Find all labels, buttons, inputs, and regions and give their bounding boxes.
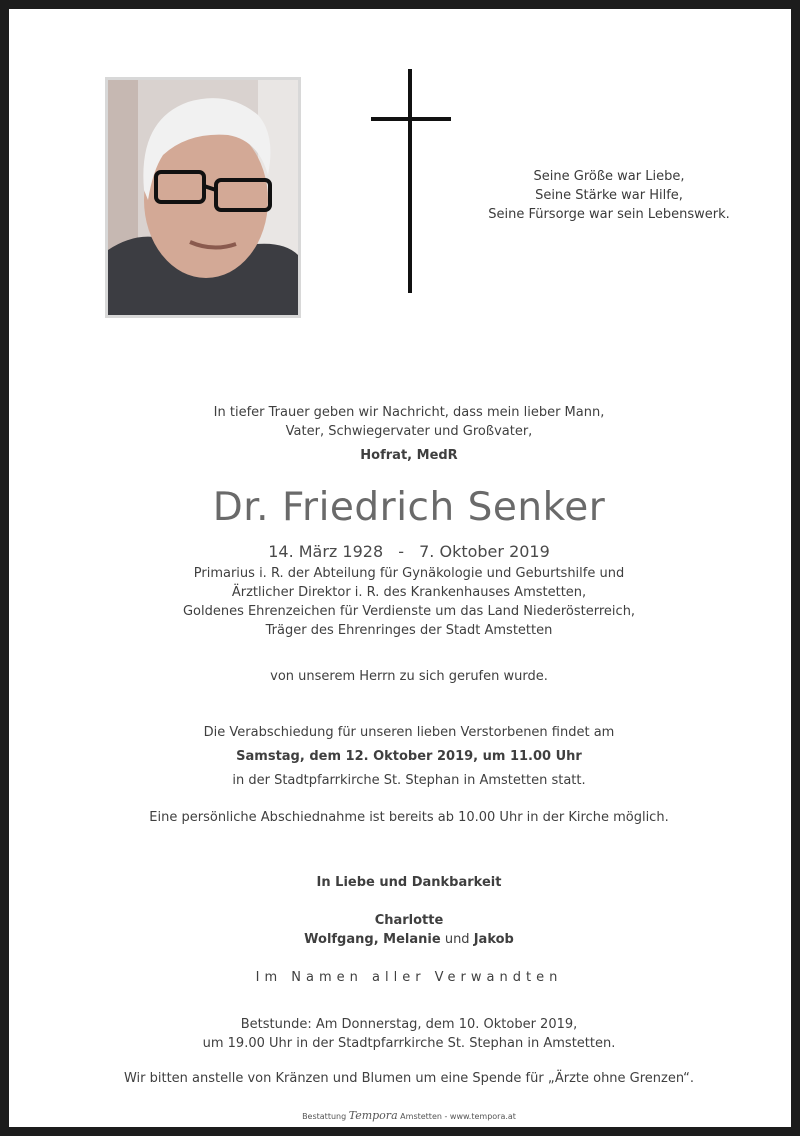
family-member: Wolfgang, Melanie bbox=[304, 932, 441, 947]
footer-prefix: Bestattung bbox=[302, 1112, 347, 1121]
quote-line: Seine Stärke war Hilfe, bbox=[535, 188, 683, 203]
prayer-line: Betstunde: Am Donnerstag, dem 10. Oktober 2019, bbox=[240, 1017, 578, 1032]
undertaker-logo: Tempora bbox=[348, 1109, 398, 1122]
honorary-titles: Hofrat, MedR bbox=[360, 448, 458, 463]
family-members bbox=[9, 932, 800, 947]
portrait-image bbox=[108, 80, 298, 315]
intro-line: Vater, Schwiegervater und Großvater, bbox=[285, 424, 533, 439]
conjunction: und bbox=[444, 932, 470, 947]
family-member: Charlotte bbox=[374, 913, 444, 928]
relatives-line: Im Namen aller Verwandten bbox=[255, 970, 563, 985]
death-date: 7. Oktober 2019 bbox=[419, 542, 550, 561]
called-home-text: von unserem Herrn zu sich gerufen wurde. bbox=[270, 669, 548, 684]
quote-line: Seine Fürsorge war sein Lebenswerk. bbox=[488, 207, 730, 222]
date-separator: - bbox=[398, 542, 405, 561]
funeral-datetime: Samstag, dem 12. Oktober 2019, um 11.00 Uhr bbox=[236, 749, 582, 764]
family-heading: In Liebe und Dankbarkeit bbox=[316, 875, 502, 890]
career-line: Ärztlicher Direktor i. R. des Krankenhauses Amstetten, bbox=[231, 585, 587, 600]
life-dates bbox=[9, 542, 800, 561]
footer-suffix: Amstetten - www.tempora.at bbox=[400, 1112, 516, 1121]
funeral-line: Die Verabschiedung für unseren lieben Verstorbenen findet am bbox=[203, 725, 615, 740]
quote-line: Seine Größe war Liebe, bbox=[533, 169, 685, 184]
career-line: Goldenes Ehrenzeichen für Verdienste um das Land Niederösterreich, bbox=[182, 604, 636, 619]
donation-request: Wir bitten anstelle von Kränzen und Blumen um eine Spende für „Ärzte ohne Grenzen“. bbox=[123, 1071, 695, 1086]
prayer-line: um 19.00 Uhr in der Stadtpfarrkirche St. Stephan in Amstetten. bbox=[202, 1036, 616, 1051]
undertaker-footer bbox=[9, 1109, 800, 1122]
family-member: Jakob bbox=[473, 932, 514, 947]
farewell-note: Eine persönliche Abschiednahme ist bereits ab 10.00 Uhr in der Kirche möglich. bbox=[149, 810, 669, 825]
intro-line: In tiefer Trauer geben wir Nachricht, dass mein lieber Mann, bbox=[213, 405, 605, 420]
portrait-photo bbox=[105, 77, 301, 318]
funeral-line: in der Stadtpfarrkirche St. Stephan in Amstetten statt. bbox=[232, 773, 586, 788]
career-line: Primarius i. R. der Abteilung für Gynäkologie und Geburtshilfe und bbox=[193, 566, 625, 581]
memorial-quote bbox=[439, 167, 779, 224]
deceased-name: Dr. Friedrich Senker bbox=[212, 485, 606, 530]
birth-date: 14. März 1928 bbox=[268, 542, 384, 561]
career-line: Träger des Ehrenringes der Stadt Amstetten bbox=[265, 623, 553, 638]
